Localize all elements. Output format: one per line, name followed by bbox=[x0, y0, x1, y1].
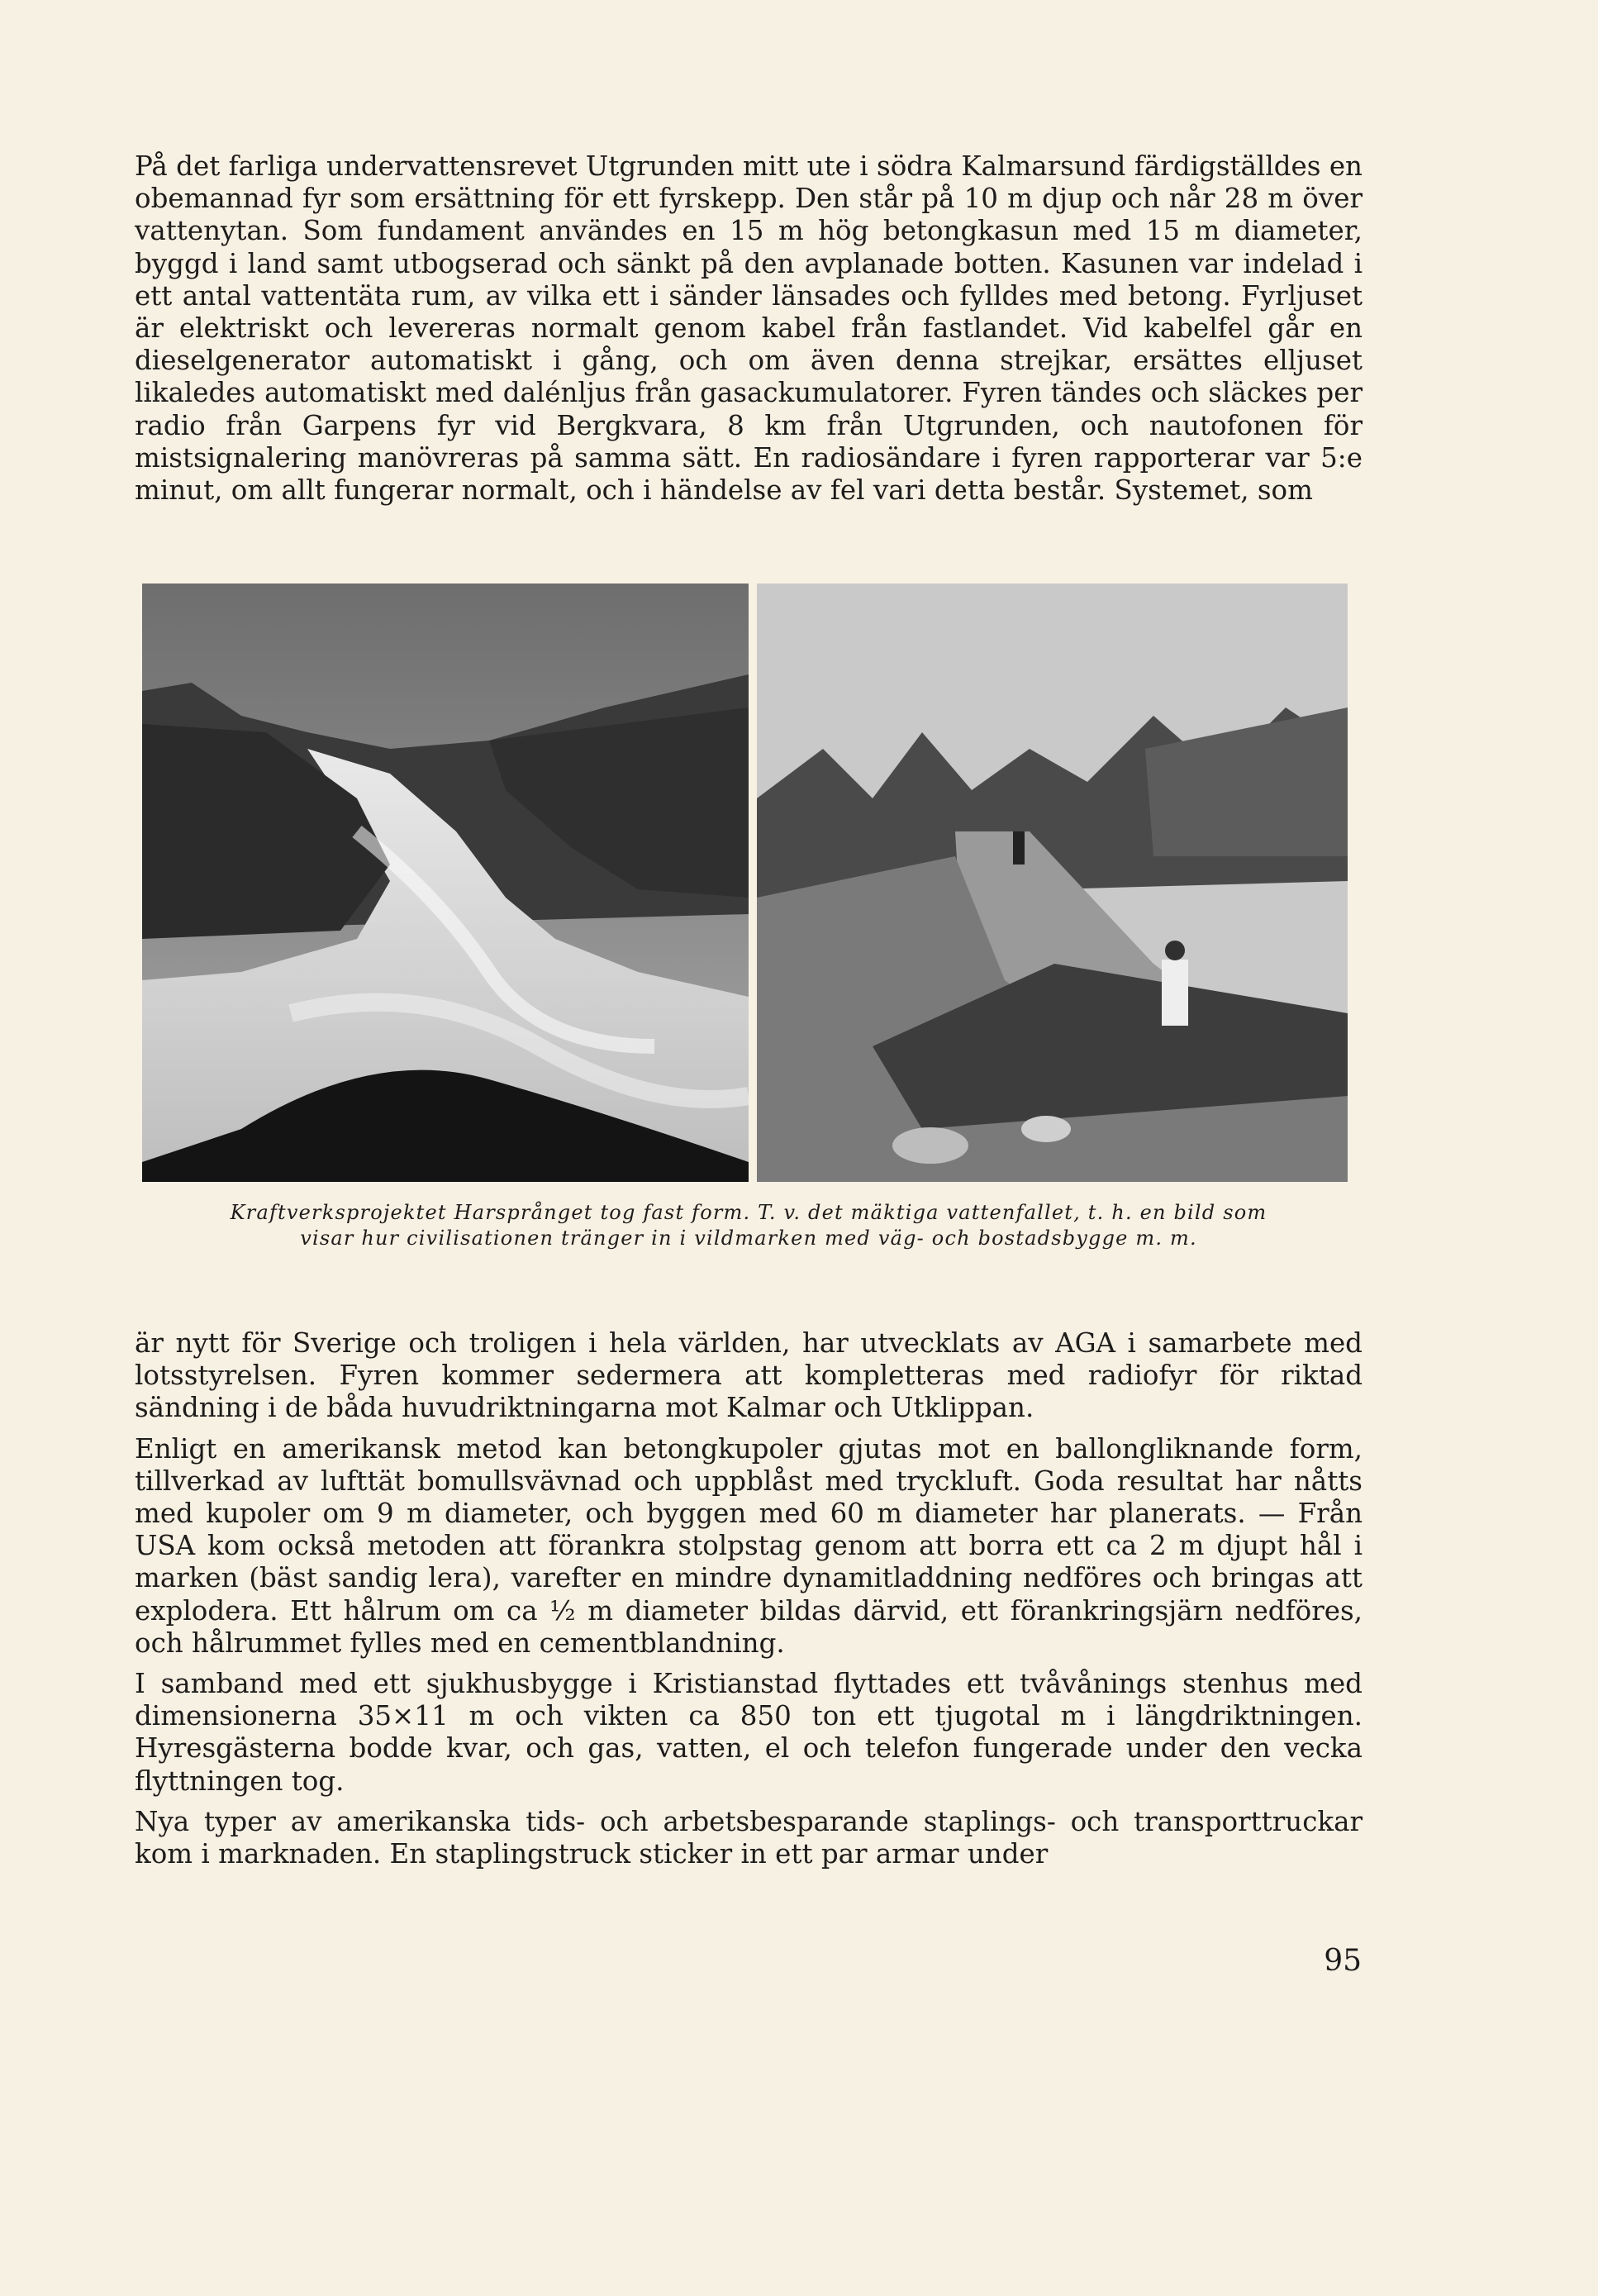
top-text-block bbox=[135, 150, 1363, 507]
road-construction-photo bbox=[757, 584, 1348, 1182]
page-number: 95 bbox=[1324, 1944, 1362, 1978]
figure-harspranget bbox=[142, 584, 1348, 1182]
paragraph-aga-continuation: är nytt för Sverige och troligen i hela världen, har utvecklats av AGA i samarbete med lotsstyrelsen. Fyren kommer sedermera att kompletteras med radiofyr för riktad sändning i de båda huvudriktningarna mot Kalmar och Utklippan. bbox=[135, 1327, 1363, 1424]
figure-caption bbox=[135, 1200, 1363, 1251]
caption-line-1: Kraftverksprojektet Harsprånget tog fast form. T. v. det mäktiga vattenfallet, t. h. en bild som bbox=[230, 1201, 1267, 1224]
waterfall-photo bbox=[142, 584, 749, 1182]
paragraph-house-moving: I samband med ett sjukhusbygge i Kristianstad flyttades ett tvåvånings stenhus med dimensionerna 35×11 m och vikten ca 850 ton ett tjugotal m i längdriktningen. Hyresgästerna bodde kvar, och gas, vatten, el och telefon fungerade under den vecka flyttningen tog. bbox=[135, 1668, 1363, 1797]
paragraph-trucks: Nya typer av amerikanska tids- och arbetsbesparande staplings- och transporttruckar kom i marknaden. En staplingstruck sticker in ett par armar under bbox=[135, 1805, 1363, 1870]
road-construction-image bbox=[757, 584, 1348, 1182]
paragraph-utgrunden-lighthouse: På det farliga undervattensrevet Utgrunden mitt ute i södra Kalmarsund färdigställdes en obemannad fyr som ersättning för ett fyrskepp. Den står på 10 m djup och når 28 m över vattenytan. Som fundament användes en 15 m hög betongkasun med 15 m diameter, byggd i land samt utbogserad och sänkt på den avplanade botten. Kasunen var indelad i ett antal vattentäta rum, av vilka ett i sänder länsades och fylldes med betong. Fyrljuset är elektriskt och levereras normalt genom kabel från fastlandet. Vid kabelfel går en dieselgenerator automatiskt i gång, och om även denna strejkar, ersättes elljuset likaledes automatiskt med dalénljus från gasackumulatorer. Fyren tändes och släckes per radio från Garpens fyr vid Bergkvara, 8 km från Utgrunden, och nautofonen för mistsignalering manövreras på samma sätt. En radiosändare i fyren rapporterar var 5:e minut, om allt fungerar normalt, och i händelse av fel vari detta består. Systemet, som bbox=[135, 150, 1363, 507]
caption-line-2: visar hur civilisationen tränger in i vildmarken med väg- och bostadsbygge m. m. bbox=[300, 1227, 1197, 1250]
waterfall-image bbox=[142, 584, 749, 1182]
bottom-text-block bbox=[135, 1327, 1363, 1870]
paragraph-concrete-domes: Enligt en amerikansk metod kan betongkupoler gjutas mot en ballongliknande form, tillverkad av lufttät bomullsvävnad och uppblåst med tryckluft. Goda resultat har nåtts med kupoler om 9 m diameter, och byggen med 60 m diameter har planerats. — Från USA kom också metoden att förankra stolpstag genom att borra ett ca 2 m djupt hål i marken (bäst sandig lera), varefter en mindre dynamitladdning nedföres och bringas att explodera. Ett hålrum om ca ½ m diameter bildas därvid, ett förankringsjärn nedföres, och hålrummet fylles med en cementblandning. bbox=[135, 1432, 1363, 1659]
